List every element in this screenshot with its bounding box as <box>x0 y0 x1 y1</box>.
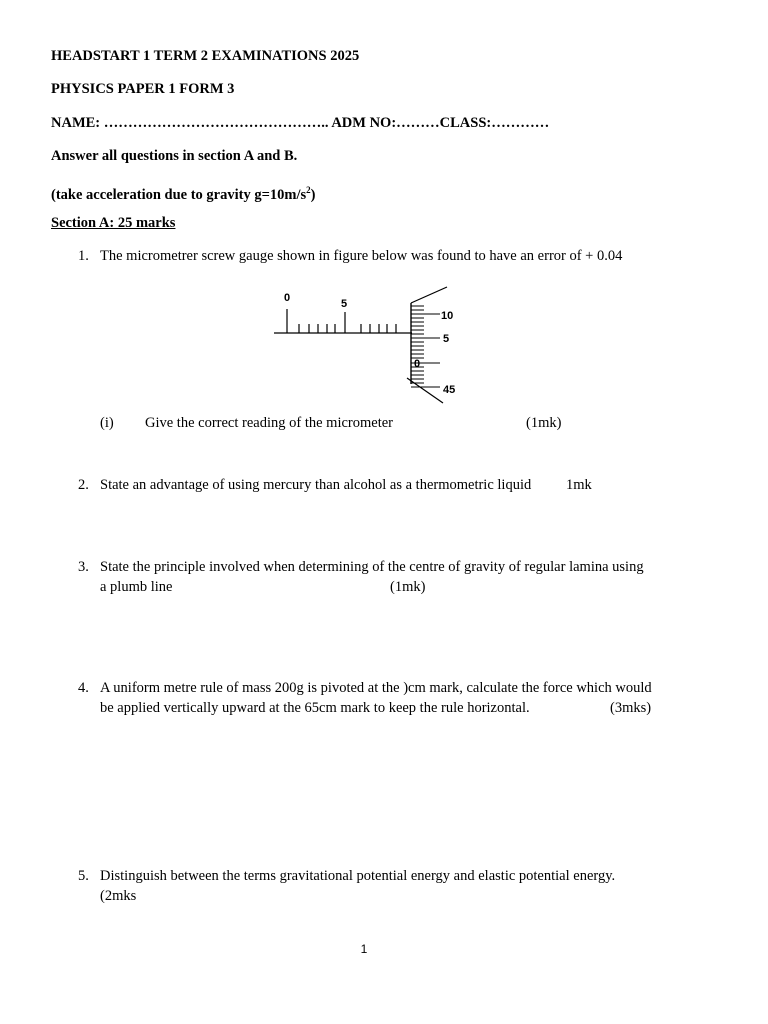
question-4-text-line-2: be applied vertically upward at the 65cm mark to keep the rule horizontal. <box>100 700 530 716</box>
question-1-sub-label: (i) <box>100 415 114 431</box>
sleeve-label-5: 5 <box>341 298 348 310</box>
gravity-note-superscript: 2 <box>306 185 311 195</box>
exam-title: HEADSTART 1 TERM 2 EXAMINATIONS 2025 <box>51 48 360 64</box>
instructions: Answer all questions in section A and B. <box>51 148 298 164</box>
thimble-label-45: 45 <box>443 384 456 396</box>
micrometer-screw-gauge-figure <box>262 284 474 404</box>
question-4-number: 4. <box>78 680 89 696</box>
page-number: 1 <box>360 942 368 956</box>
question-1-text: The micrometrer screw gauge shown in figure below was found to have an error of + 0.04 <box>100 248 623 264</box>
question-3-text-line-1: State the principle involved when determining of the centre of gravity of regular lamina using <box>100 559 644 575</box>
question-4-text-line-1: A uniform metre rule of mass 200g is pivoted at the )cm mark, calculate the force which would <box>100 680 652 696</box>
question-3-text-line-2: a plumb line <box>100 579 173 595</box>
question-2-number: 2. <box>78 477 89 493</box>
thimble-top-bevel <box>411 287 447 303</box>
thimble-label-0: 0 <box>414 358 421 370</box>
sleeve-label-0: 0 <box>284 292 291 304</box>
question-1-sub-marks: (1mk) <box>526 415 562 431</box>
section-a-title: Section A: 25 marks <box>51 215 176 231</box>
thimble-label-10: 10 <box>441 310 454 322</box>
question-4-marks: (3mks) <box>610 700 652 716</box>
question-2-marks: 1mk <box>566 477 592 493</box>
question-5-marks: (2mks <box>100 888 137 904</box>
thimble-bottom-bevel <box>407 378 443 403</box>
question-1-number: 1. <box>78 248 89 264</box>
thimble-scale-ticks <box>411 306 440 387</box>
question-2-text: State an advantage of using mercury than alcohol as a thermometric liquid <box>100 477 532 493</box>
question-3-marks: (1mk) <box>390 579 426 595</box>
gravity-note-text: (take acceleration due to gravity g=10m/s <box>51 186 307 203</box>
paper-title: PHYSICS PAPER 1 FORM 3 <box>51 81 235 97</box>
gravity-note <box>51 180 315 205</box>
question-3-number: 3. <box>78 559 89 575</box>
micrometer-diagram <box>262 284 474 404</box>
name-adm-class-line: NAME: ……………………………………….. ADM NO:………CLASS:………… <box>51 115 550 131</box>
thimble-label-5: 5 <box>443 333 450 345</box>
sleeve-ticks <box>287 309 396 333</box>
question-5-number: 5. <box>78 868 89 884</box>
question-1-sub-text: Give the correct reading of the micrometer <box>145 415 393 431</box>
question-5-text-line-1: Distinguish between the terms gravitational potential energy and elastic potential energy. <box>100 868 616 884</box>
gravity-note-close: ) <box>310 186 316 203</box>
